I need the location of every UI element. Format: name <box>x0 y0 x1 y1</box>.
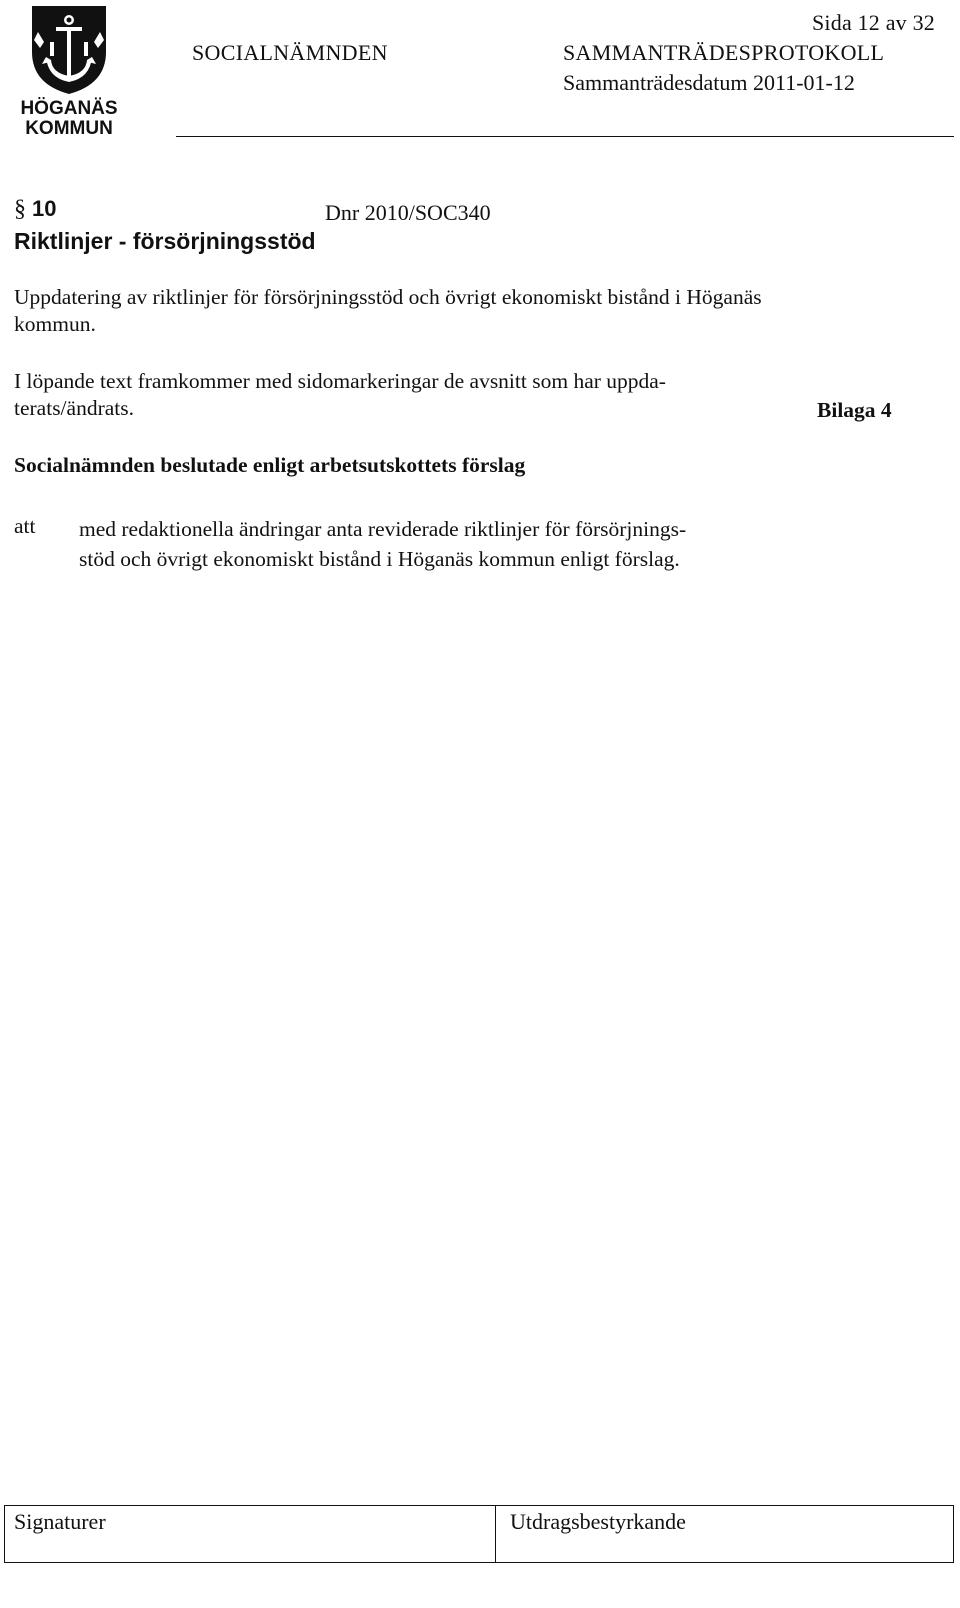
logo-text-1: HÖGANÄS <box>20 98 118 119</box>
signature-table-divider <box>495 1505 496 1563</box>
decision-text <box>79 514 809 574</box>
page-number: Sida 12 av 32 <box>812 10 935 35</box>
section-number-value: 10 <box>32 196 57 221</box>
decision-line: stöd och övrigt ekonomiskt bistånd i Höganäs kommun enligt förslag. <box>79 547 680 571</box>
registration-number: Dnr 2010/SOC340 <box>325 200 491 225</box>
protocol-title: SAMMANTRÄDESPROTOKOLL <box>563 40 885 65</box>
committee-name: SOCIALNÄMNDEN <box>192 40 388 65</box>
coat-of-arms-icon <box>14 2 124 138</box>
attachment-reference: Bilaga 4 <box>817 398 892 422</box>
paragraph-line: I löpande text framkommer med sidomarkeringar de avsnitt som har uppda- <box>14 369 666 393</box>
certification-label: Utdragsbestyrkande <box>510 1509 686 1534</box>
decision-att-label: att <box>14 514 36 538</box>
signature-table <box>4 1505 954 1563</box>
paragraph-update-description: Uppdatering av riktlinjer för försörjningsstöd och övrigt ekonomiskt bistånd i Höganäs kommun. <box>14 285 762 336</box>
signatures-label: Signaturer <box>14 1509 106 1534</box>
header-divider <box>176 136 954 137</box>
paragraph-line: terats/ändrats. <box>14 396 134 420</box>
decision-heading: Socialnämnden beslutade enligt arbetsutskottets förslag <box>14 453 526 477</box>
municipality-logo <box>14 2 124 138</box>
meeting-date: Sammanträdesdatum 2011-01-12 <box>563 70 855 95</box>
section-title: Riktlinjer - försörjningsstöd <box>14 228 316 254</box>
section-symbol: § <box>14 196 26 222</box>
decision-line: med redaktionella ändringar anta reviderade riktlinjer för försörjnings- <box>79 517 687 541</box>
section-number <box>14 196 56 223</box>
logo-text-2: KOMMUN <box>25 118 113 138</box>
paragraph-markings-note <box>14 368 804 422</box>
